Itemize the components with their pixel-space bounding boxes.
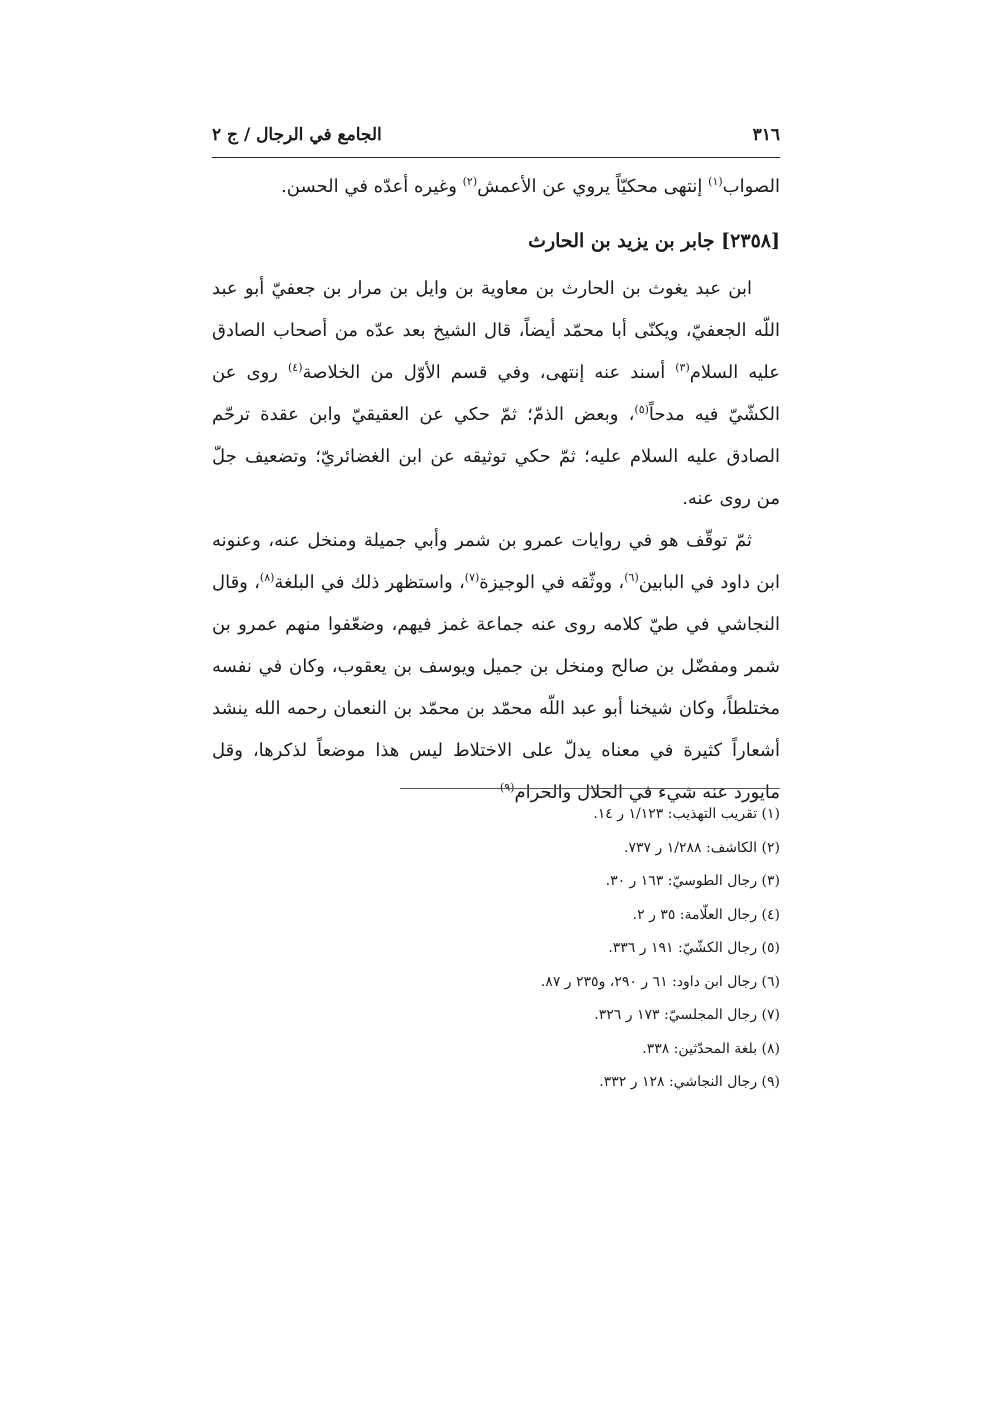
- footnote-ref: (٨): [259, 571, 275, 584]
- header-rule: [212, 157, 780, 158]
- footnote: (٦) رجال ابن داود: ٦١ ر ٢٩٠، و٢٣٥ ر ٨٧.: [540, 973, 780, 990]
- footnote: (٤) رجال العلّامة: ٣٥ ر ٢.: [632, 906, 780, 923]
- footnote-ref: (٤): [288, 361, 303, 374]
- footnote-ref: (٢): [462, 175, 478, 188]
- footnote-ref: (٦): [624, 571, 639, 584]
- footnote: (١) تقريب التهذيب: ١/١٢٣ ر ١٤.: [593, 806, 780, 822]
- page-number: ٣١٦: [752, 125, 780, 145]
- footnotes: [212, 798, 780, 1100]
- main-text: [212, 166, 780, 814]
- footnote-separator: [400, 788, 780, 789]
- footnote-ref: (٥): [634, 403, 649, 416]
- paragraph-discussion: ثمّ توقّف هو في روايات عمرو بن شمر وأبي جميلة ومنخل عنه، وعنونه ابن داود في البابين$^{(٦)}$، ووثّقه في الوجيزة$^{(٧)}$، واستظهر ذلك في البلغة$^{(٨)}$، وقال النجاشي في طيّ كلامه روى عنه جماعة غمز فيهم، وضعّفوا منهم عمرو بن شمر ومفضّل بن صالح ومنخل بن جميل ويوسف بن يعقوب، وكان في نفسه مختلطاً، وكان شيخنا أبو عبد اللّه محمّد بن محمّد بن النعمان رحمه الله ينشد أشعاراً كثيرة في معناه يدلّ على الاختلاط ليس هذا موضعاً لذكرها، وقل مايورد عنه شيء في الحلال والحرام$^{(٩)}$: [212, 530, 780, 803]
- running-title: الجامع في الرجال / ج ٢: [212, 125, 382, 145]
- footnote: (٨) بلغة المحدّثين: ٣٣٨.: [642, 1040, 780, 1057]
- footnote-ref: (٩): [499, 781, 515, 794]
- paragraph-continuation: الصواب$^{(١)}$ إنتهى محكيّاً يروي عن الأعمش$^{(٢)}$ وغيره أعدّه في الحسن.: [281, 175, 780, 197]
- footnote: (٧) رجال المجلسيّ: ١٧٣ ر ٣٢٦.: [594, 1007, 780, 1023]
- footnote: (٥) رجال الكشّيّ: ١٩١ ر ٣٣٦.: [608, 940, 780, 956]
- footnote: (٢) الكاشف: ١/٢٨٨ ر ٧٣٧.: [624, 839, 780, 856]
- entry-title: [٢٣٥٨] جابر بن يزيد بن الحارث: [528, 230, 780, 252]
- footnote: (٩) رجال النجاشي: ١٢٨ ر ٣٣٢.: [599, 1074, 780, 1090]
- paragraph-entry-body: ابن عبد يغوث بن الحارث بن معاوية بن وايل بن مرار بن جعفيّ أبو عبد اللّه الجعفيّ، ويكنّى أبا محمّد أيضاً، قال الشيخ بعد عدّه من أصحاب الصادق عليه السلام$^{(٣)}$ أسند عنه إنتهى، وفي قسم الأوّل من الخلاصة$^{(٤)}$ روى عن الكشّيّ فيه مدحاً$^{(٥)}$، وبعض الذمّ؛ ثمّ حكي عن العقيقيّ وابن عقدة ترحّم الصادق عليه السلام عليه؛ ثمّ حكي توثيقه عن ابن الغضائريّ؛ وتضعيف جلّ من روى عنه.: [212, 278, 781, 509]
- footnote-ref: (٧): [464, 571, 480, 584]
- footnote-ref: (١): [708, 175, 723, 188]
- footnote-ref: (٣): [675, 361, 690, 374]
- footnote: (٣) رجال الطوسيّ: ١٦٣ ر ٣٠.: [605, 873, 780, 889]
- page-header: [212, 125, 780, 155]
